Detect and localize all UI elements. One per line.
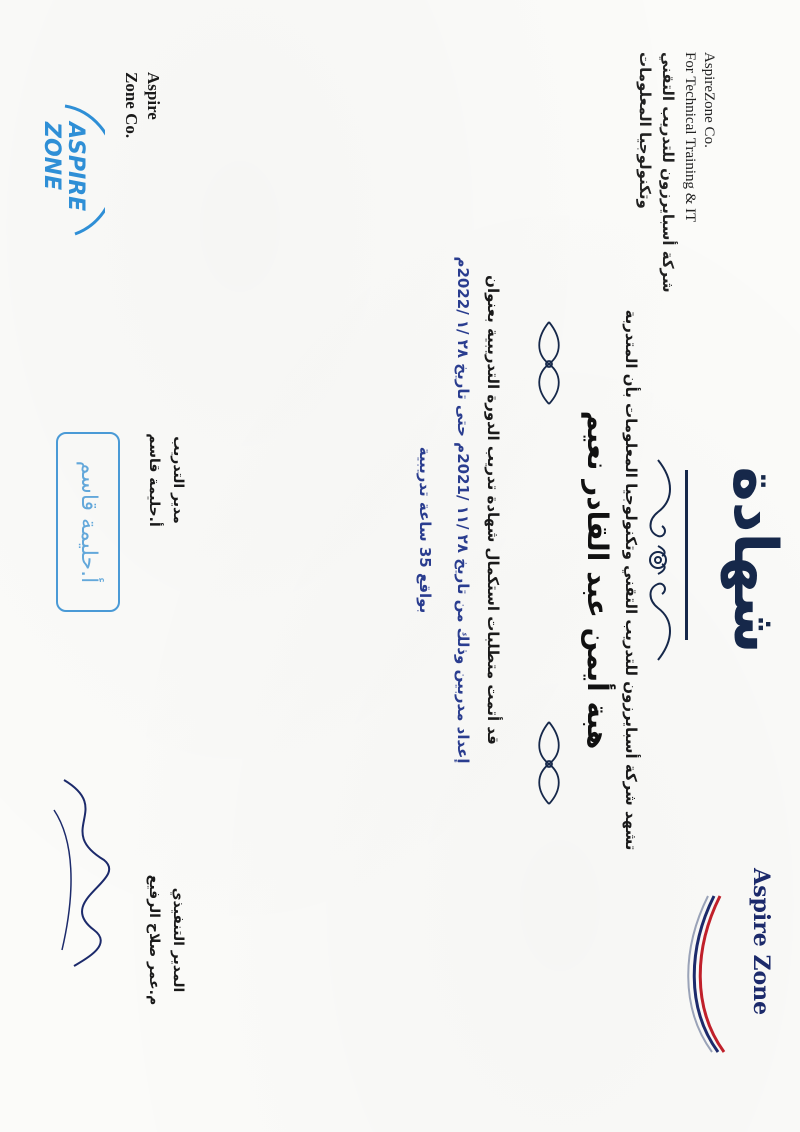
certificate-title: شهادة [720, 466, 790, 654]
brand-swoosh-icon [678, 888, 738, 1058]
company-subtitle-ar: وتكنولوجيا المعلومات [636, 52, 654, 209]
logo-zone-text: ZONE [39, 122, 64, 191]
trainee-name: هبة أيمن عبد القادر نعيم [581, 410, 614, 750]
training-stamp [56, 432, 120, 612]
footer-line2: Zone Co. [122, 72, 141, 139]
company-name-ar: شركة أسبايرزون للتدريب التقني [659, 52, 677, 293]
company-header-en [680, 52, 718, 222]
certificate-body-line1: قد أتمت متطلبات استكمال شهادة تدريب الدورة التدريبية بعنوان [484, 275, 502, 745]
training-director-name: أ.حليمة قاسم [146, 433, 162, 527]
logo-aspire-text: ASPIRE [63, 122, 88, 212]
stamp-text: أ.حليمة قاسم [76, 460, 101, 584]
left-flourish-icon [534, 318, 564, 408]
training-director-title: مدير التدريب [170, 436, 186, 524]
title-ornament-icon [638, 450, 678, 670]
certificate-body-line2: إعداد مدربين وذلك من تاريخ ٢٨ /١١ /2021م حتى تاريخ ٢٨ /١ /2022م [454, 256, 472, 764]
training-hours: بواقع 35 ساعة تدريبية [416, 446, 434, 614]
aspire-zone-brand-logo [678, 888, 738, 1058]
company-subtitle-en: For Technical Training & IT [682, 52, 698, 223]
title-underline [685, 470, 688, 640]
executive-director-name: م.عمر صلاح الرفيع [146, 874, 162, 1006]
certificate-intro: تشهد شركة أسبايرزون للتدريب التقني وتكنولوجيا المعلومات بأن المتدربة [622, 309, 640, 851]
aspire-zone-logo [25, 100, 105, 240]
footer-line1: Aspire [144, 72, 163, 120]
brand-text: Aspire Zone [748, 868, 774, 1016]
footer-company-en [120, 72, 164, 138]
executive-signature-icon [44, 770, 124, 970]
company-name-en: AspireZone Co. [701, 52, 717, 148]
right-flourish-icon [534, 718, 564, 808]
executive-director-title: المدير التنفيذي [170, 887, 186, 993]
